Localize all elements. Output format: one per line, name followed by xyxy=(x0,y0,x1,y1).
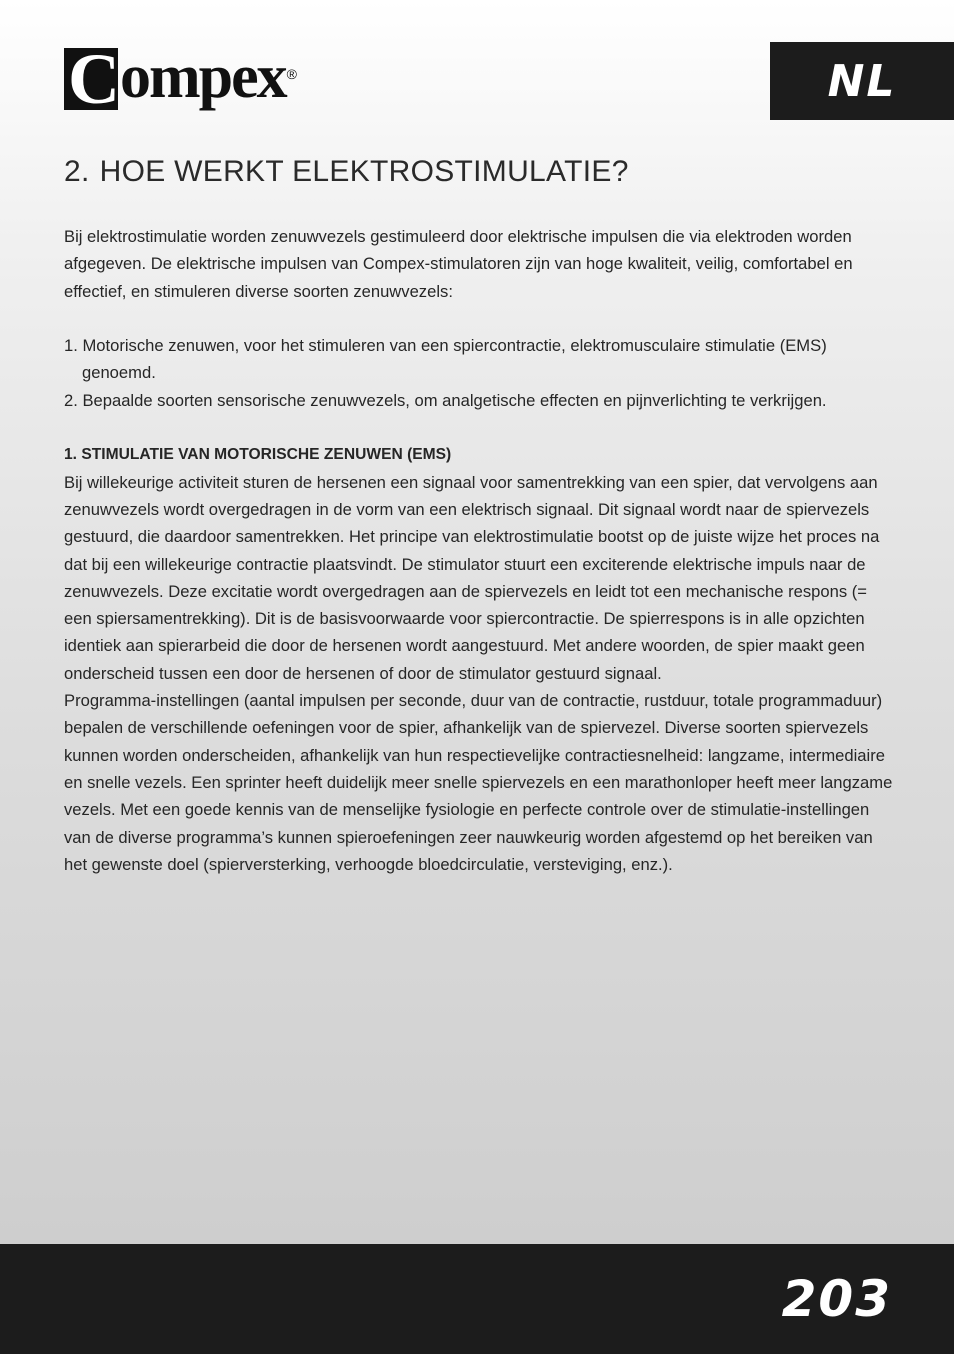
section-title: HOE WERKT ELEKTROSTIMULATIE? xyxy=(99,155,629,188)
spacer xyxy=(64,305,894,332)
page-number: 203 xyxy=(781,1270,892,1328)
page-title xyxy=(64,152,629,192)
ems-paragraph-1: Bij willekeurige activiteit sturen de hersenen een signaal voor samentrekking van een spier, dat vervolgens aan zenuwvezels wordt overgedragen in de vorm van een elektrisch signaal. Dit signaal wordt naar de spiervezels gestuurd, die daardoor samentrekken. Het principe van elektrostimulatie bootst op de juiste wijze het proces na dat bij een willekeurige contractie plaatsvindt. De stimulator stuurt een exciterende elektrische impuls naar de zenuwvezels. Deze excitatie wordt overgedragen aan de spiervezels en leidt tot een mechanische respons (= een spiersamentrekking). Dit is de basisvoorwaarde voor spiercontractie. De spierrespons is in alle opzichten identiek aan spierarbeid die door de hersenen wordt aangestuurd. Met andere woorden, de spier maakt geen onderscheid tussen een door de hersenen of door de stimulator gestuurd signaal. xyxy=(64,472,880,683)
logo-first-letter: C xyxy=(68,39,118,119)
section-number: 2. xyxy=(64,155,90,188)
subsection-heading: 1. STIMULATIE VAN MOTORISCHE ZENUWEN (EMS) xyxy=(64,446,452,464)
logo-c-block xyxy=(64,39,118,119)
footer-bar xyxy=(0,1244,954,1354)
language-code: NL xyxy=(827,55,897,107)
body-content xyxy=(64,223,894,878)
ems-paragraph-2: Programma-instellingen (aantal impulsen per seconde, duur van de contractie, rustduur, totale programmaduur) bepalen de verschillende oefeningen voor de spier, afhankelijk van de spiervezel. Diverse soorten spiervezels kunnen worden onderscheiden, afhankelijk van hun respectievelijke contractiesnelheid: langzame, intermediaire en snelle vezels. Een sprinter heeft duidelijk meer snelle spiervezels en een marathonloper heeft meer langzame vezels. Met een goede kennis van de menselijke fysiologie en perfecte controle over de stimulatie-instellingen van de diverse programma’s kunnen spieroefeningen zeer nauwkeurig worden afgestemd op het bereiken van het gewenste doel (spierversterking, verhoogde bloedcirculatie, versteviging, enz.). xyxy=(64,691,893,874)
list-item-sensory: 2. Bepaalde soorten sensorische zenuwvezels, om analgetische effecten en pijnverlichting te verkrijgen. xyxy=(64,390,827,410)
spacer xyxy=(64,414,894,441)
list-item-motor: 1. Motorische zenuwen, voor het stimuleren van een spiercontractie, elektromusculaire stimulatie (EMS) genoemd. xyxy=(64,336,827,383)
registered-mark: ® xyxy=(286,66,297,82)
compex-logo xyxy=(64,39,297,124)
language-tab xyxy=(770,42,954,120)
logo-wordmark: ompex xyxy=(120,43,286,111)
intro-paragraph: Bij elektrostimulatie worden zenuwvezels gestimuleerd door elektrische impulsen die via elektroden worden afgegeven. De elektrische impulsen van Compex-stimulatoren zijn van hoge kwaliteit, veilig, comfortabel en effectief, en stimuleren diverse soorten zenuwvezels: xyxy=(64,227,853,301)
